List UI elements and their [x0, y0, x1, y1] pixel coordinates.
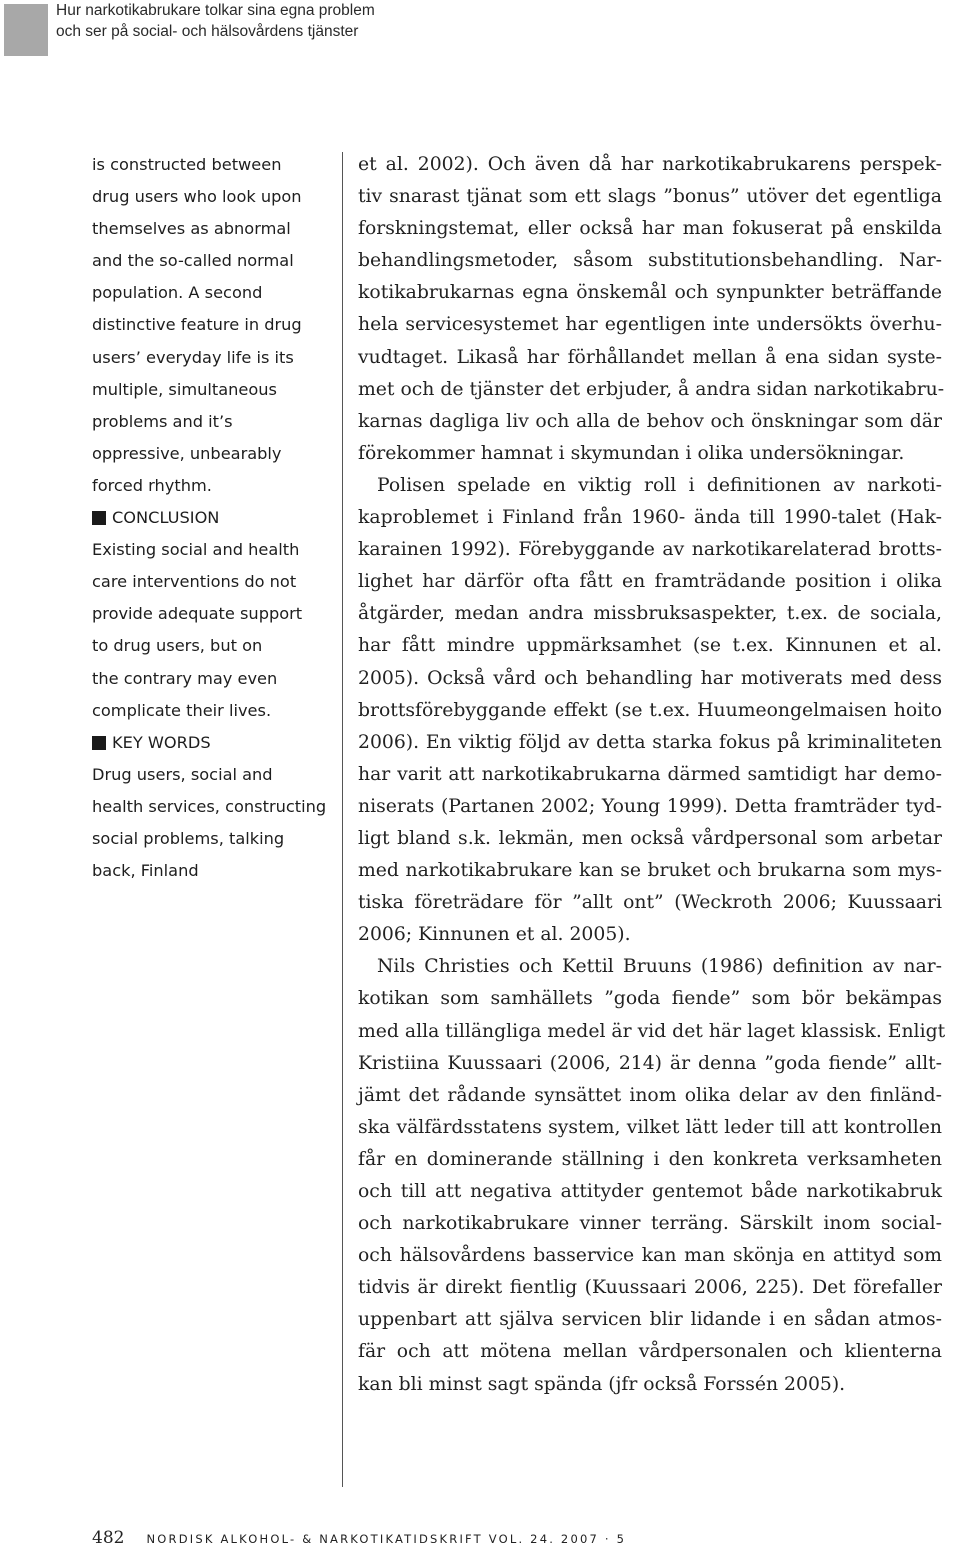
- abstract-line: users’ everyday life is its: [92, 347, 294, 367]
- body-text-column: [358, 149, 946, 1401]
- running-header-line-1: Hur narkotikabrukare tolkar sina egna problem: [56, 2, 375, 19]
- body-line: brottsförebyggande effekt (se t.ex. Huumeongelmaisen hoito: [358, 699, 942, 721]
- body-line: kaproblemet i Finland från 1960- ända till 1990-talet (Hak-: [358, 507, 942, 529]
- running-header-line-2: och ser på social- och hälsovårdens tjänster: [56, 23, 359, 40]
- body-line: och till att negativa attityder gentemot både narkotikabruk: [358, 1181, 942, 1202]
- body-line: behandlingsmetoder, såsom substitutionsbehandling. Nar-: [358, 250, 942, 272]
- body-line: med narkotikabrukare kan se bruket och brukarna som mys-: [358, 860, 942, 882]
- abstract-line: drug users who look upon: [92, 187, 302, 207]
- header-gray-block: [4, 4, 48, 56]
- body-line: kotikan som samhällets ”goda fiende” som bör bekämpas: [358, 988, 942, 1010]
- conclusion-line: to drug users, but on: [92, 636, 263, 656]
- body-line: ligt bland s.k. lekmän, men också vårdpersonal som arbetar: [358, 827, 942, 849]
- body-line: och narkotikabrukare vinner terräng. Särskilt inom social-: [358, 1213, 942, 1235]
- column-divider: [342, 152, 343, 1487]
- page-footer: [92, 1528, 626, 1548]
- body-line: Kristiina Kuussaari (2006, 214) är denna ”goda fiende” allt-: [358, 1052, 942, 1074]
- body-line: tiv snarast tjänat som ett slags ”bonus” utöver det egentliga: [358, 186, 942, 208]
- body-line: niserats (Partanen 2002; Young 1999). Detta framträder tyd-: [358, 795, 942, 817]
- conclusion-line: the contrary may even: [92, 668, 278, 688]
- square-bullet-icon: [92, 736, 106, 750]
- body-line: met och de tjänster det erbjuder, å andra sidan narkotikabru-: [358, 378, 945, 400]
- abstract-line: is constructed between: [92, 155, 282, 174]
- square-bullet-icon: [92, 511, 106, 525]
- abstract-sidebar: [92, 149, 342, 887]
- keywords-heading: [92, 727, 342, 759]
- body-line: och hälsovårdens basservice kan man skönja en attityd som: [358, 1245, 942, 1267]
- conclusion-heading-text: CONCLUSION: [112, 508, 220, 528]
- keywords-line: Drug users, social and: [92, 764, 273, 784]
- conclusion-heading: [92, 502, 342, 534]
- conclusion-line: provide adequate support: [92, 604, 303, 624]
- body-line: åtgärder, medan andra missbruksaspekter, t.ex. de sociala,: [358, 603, 942, 625]
- page-number: 482: [92, 1528, 125, 1548]
- body-line: med alla tillängliga medel är vid det här laget klassisk. Enligt: [358, 1020, 946, 1042]
- body-line: 2006). En viktig följd av detta starka fokus på kriminaliteten: [358, 731, 942, 753]
- body-line: lighet har därför ofta fått en framträdande position i olika: [358, 571, 942, 593]
- body-line: ska välfärdsstatens system, vilket lätt leder till att kontrollen: [358, 1116, 942, 1138]
- body-line: et al. 2002). Och även då har narkotikabrukarens perspek-: [358, 154, 942, 175]
- keywords-line: social problems, talking: [92, 828, 285, 848]
- body-line: förekommer hamnat i skymundan i olika undersökningar.: [358, 442, 905, 464]
- abstract-line: themselves as abnormal: [92, 219, 291, 239]
- body-line: hela servicesystemet har egentligen inte undersökts överhu-: [358, 314, 942, 336]
- body-line: karainen 1992). Förebyggande av narkotikarelaterad brotts-: [358, 539, 942, 561]
- body-line: jämt det rådande synsättet inom olika delar av den finländ-: [358, 1084, 942, 1106]
- body-line: fär och att mötena mellan vårdpersonalen och klienterna: [358, 1341, 942, 1363]
- body-line: 2005). Också vård och behandling har motiverats med dess: [358, 667, 942, 689]
- abstract-line: population. A second: [92, 283, 263, 303]
- abstract-line: and the so-called normal: [92, 251, 294, 271]
- keywords-line: health services, constructing: [92, 796, 327, 816]
- keywords-heading-text: KEY WORDS: [112, 732, 211, 752]
- journal-name: NORDISK ALKOHOL- & NARKOTIKATIDSKRIFT VOL. 24. 2007 · 5: [146, 1532, 627, 1546]
- body-line: har varit att narkotikabrukarna därmed samtidigt har demo-: [358, 763, 942, 785]
- abstract-line: distinctive feature in drug: [92, 315, 302, 335]
- conclusion-line: complicate their lives.: [92, 700, 272, 720]
- body-line: 2006; Kinnunen et al. 2005).: [358, 924, 631, 946]
- running-header: [56, 0, 375, 42]
- body-line: får en dominerande ställning i den konkreta verksamheten: [358, 1148, 942, 1170]
- body-line: karnas dagliga liv och alla de behov och önskningar som där: [358, 410, 942, 432]
- body-line: kan bli minst sagt spända (jfr också Forssén 2005).: [358, 1373, 846, 1395]
- conclusion-line: Existing social and health: [92, 540, 300, 560]
- body-line: har fått mindre uppmärksamhet (se t.ex. Kinnunen et al.: [358, 635, 942, 657]
- body-line: kotikabrukarnas egna önskemål och synpunkter beträffande: [358, 282, 942, 304]
- abstract-line: oppressive, unbearably: [92, 443, 282, 463]
- abstract-line: multiple, simultaneous: [92, 379, 277, 399]
- keywords-line: back, Finland: [92, 861, 199, 881]
- body-line: Polisen spelade en viktig roll i definitionen av narkoti-: [377, 474, 942, 496]
- body-line: tidvis är direkt fientlig (Kuussaari 2006, 225). Det förefaller: [358, 1277, 942, 1299]
- body-line: Nils Christies och Kettil Bruuns (1986) definition av nar-: [377, 956, 942, 978]
- conclusion-line: care interventions do not: [92, 572, 297, 592]
- body-line: forskningstemat, eller också har man fokuserat på enskilda: [358, 218, 942, 240]
- abstract-line: problems and it’s: [92, 411, 233, 431]
- body-line: vudtaget. Likaså har förhållandet mellan å ena sidan syste-: [358, 346, 942, 368]
- abstract-line: forced rhythm.: [92, 475, 212, 495]
- body-line: uppenbart att själva servicen blir lidande i en sådan atmos-: [358, 1309, 942, 1331]
- body-line: tiska företrädare för ”allt ont” (Weckroth 2006; Kuussaari: [358, 892, 942, 914]
